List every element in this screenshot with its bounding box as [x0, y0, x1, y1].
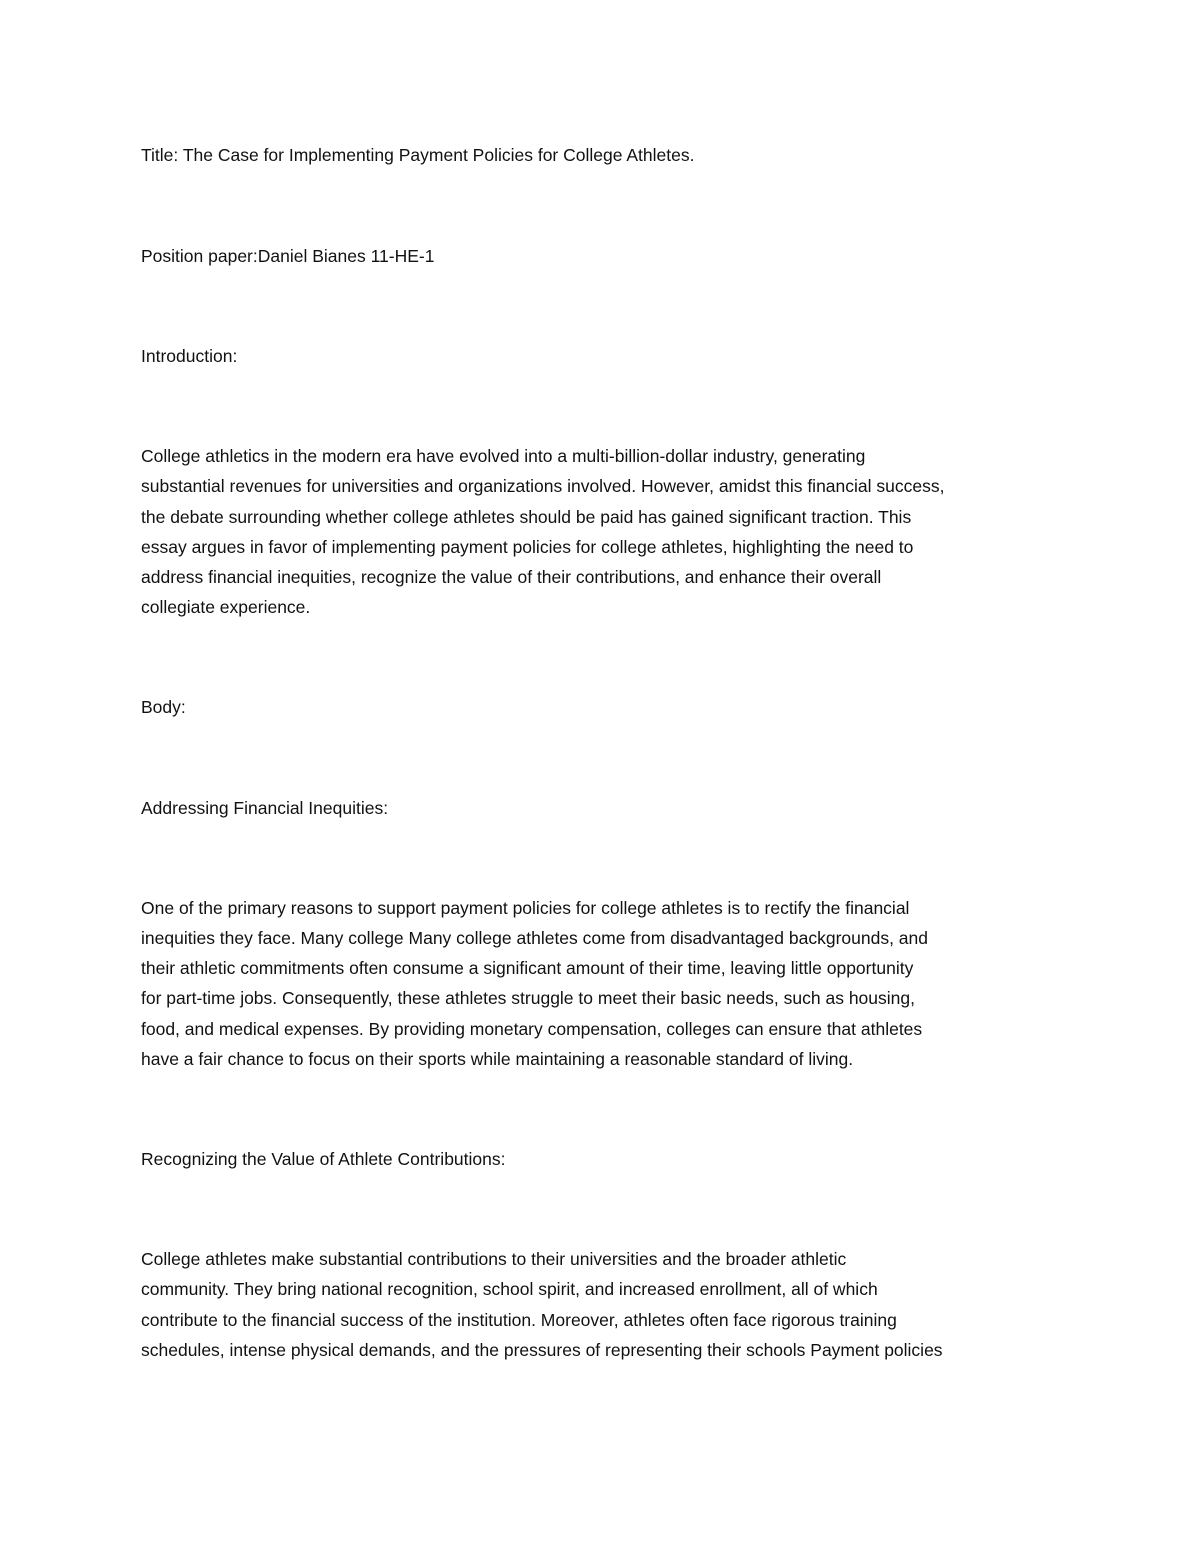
paragraph-line: College athletics in the modern era have evolved into a multi-billion-dollar industry, generating — [141, 446, 866, 467]
paragraph-line: One of the primary reasons to support payment policies for college athletes is to rectify the financial — [141, 897, 910, 918]
paragraph-line: contribute to the financial success of the institution. Moreover, athletes often face rigorous training — [141, 1309, 897, 1330]
introduction-heading: Introduction: — [141, 345, 238, 366]
athlete-contributions-paragraph — [141, 1244, 1061, 1365]
paragraph-line: essay argues in favor of implementing payment policies for college athletes, highlighting the need to — [141, 536, 914, 557]
section-heading-financial-inequities: Addressing Financial Inequities: — [141, 797, 389, 818]
document-body — [141, 140, 1061, 1365]
paragraph-line: their athletic commitments often consume a significant amount of their time, leaving little opportunity — [141, 958, 914, 979]
paragraph-line: food, and medical expenses. By providing monetary compensation, colleges can ensure that athletes — [141, 1018, 923, 1039]
paragraph-line: for part-time jobs. Consequently, these athletes struggle to meet their basic needs, such as housing, — [141, 988, 915, 1009]
paragraph-line: have a fair chance to focus on their sports while maintaining a reasonable standard of living. — [141, 1048, 854, 1069]
introduction-paragraph — [141, 441, 1061, 622]
body-heading: Body: — [141, 697, 186, 718]
paragraph-line: address financial inequities, recognize the value of their contributions, and enhance their overall — [141, 566, 882, 587]
paragraph-line: the debate surrounding whether college athletes should be paid has gained significant traction. This — [141, 506, 912, 527]
financial-inequities-paragraph — [141, 893, 1061, 1074]
section-heading-athlete-contributions: Recognizing the Value of Athlete Contributions: — [141, 1148, 506, 1169]
author-line: Position paper:Daniel Bianes 11-HE-1 — [141, 245, 435, 266]
paragraph-line: schedules, intense physical demands, and the pressures of representing their schools Payment policies — [141, 1339, 943, 1360]
paragraph-line: community. They bring national recognition, school spirit, and increased enrollment, all of which — [141, 1279, 878, 1300]
paragraph-line: substantial revenues for universities and organizations involved. However, amidst this financial success, — [141, 476, 945, 497]
document-title: Title: The Case for Implementing Payment Policies for College Athletes. — [141, 145, 695, 165]
paragraph-line: College athletes make substantial contributions to their universities and the broader athletic — [141, 1249, 847, 1270]
paragraph-line: inequities they face. Many college Many college athletes come from disadvantaged backgrounds, and — [141, 927, 928, 948]
paragraph-line: collegiate experience. — [141, 597, 311, 618]
